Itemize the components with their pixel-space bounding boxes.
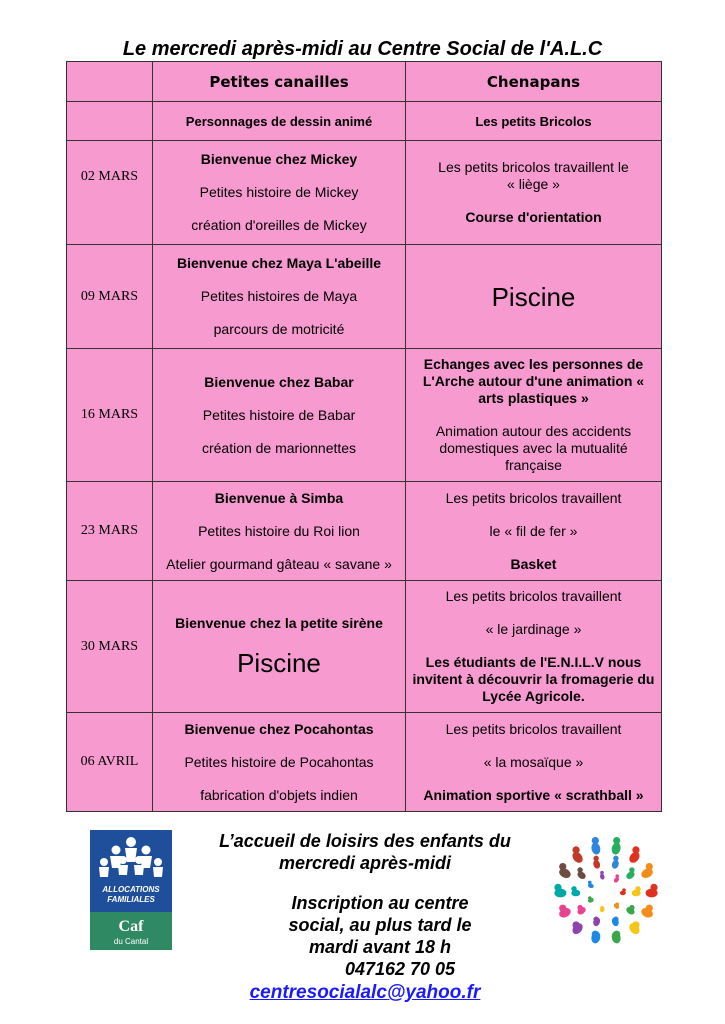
figure-body (611, 859, 620, 870)
activity-cell-chenapans (406, 141, 662, 245)
activity-title: Bienvenue chez Pocahontas (184, 720, 374, 737)
activity-line: Les petits bricolos travaillent (445, 588, 622, 604)
caf-logo-line2: FAMILIALES (107, 895, 155, 904)
activity-line: « liège » (507, 176, 560, 192)
footer-phone: 047162 70 05 (344, 959, 456, 979)
caf-logo-sub: du Cantal (113, 937, 149, 946)
activity-cell-chenapans (406, 713, 662, 812)
email-link[interactable]: centresocialalc@yahoo.fr (249, 982, 481, 1003)
table-row (67, 713, 662, 812)
activity-line: Petites histoires de Maya (200, 288, 358, 304)
activity-cell-chenapans (406, 349, 662, 482)
figure-body (590, 842, 601, 856)
footer-line-1: L’accueil de loisirs des enfants du (219, 831, 511, 851)
activity-line: Animation sportive « scrathball » (423, 786, 644, 803)
caf-logo-brand: Caf (118, 918, 144, 935)
activity-line: Course d'orientation (465, 209, 602, 225)
activity-line: création d'oreilles de Mickey (191, 217, 367, 233)
theme-row (67, 102, 662, 141)
activity-cell-chenapans (406, 482, 662, 581)
activity-line: Les petits bricolos travaillent le (438, 159, 629, 175)
figure-body (599, 906, 605, 913)
activity-line: Petites histoire du Roi lion (198, 522, 360, 539)
activity-title: Bienvenue chez Maya L'abeille (176, 255, 382, 271)
activity-title: Bienvenue chez Babar (204, 373, 354, 390)
activity-line: Petites histoire de Pocahontas (184, 753, 374, 770)
figure-body (571, 890, 580, 897)
footer-line-3: Inscription au centre (291, 893, 469, 913)
activity-line: le « fil de fer » (489, 522, 578, 539)
schedule-table (66, 61, 662, 812)
table-row (67, 581, 662, 713)
group-header-petites-canailles: Petites canailles (153, 62, 406, 102)
children-ring-graphic (545, 832, 667, 954)
activity-line: « la mosaïque » (483, 753, 584, 770)
activity-line: Atelier gourmand gâteau « savane » (166, 555, 392, 572)
activity-line: Les petits bricolos travaillent (445, 489, 622, 506)
caf-logo-line1: ALLOCATIONS (102, 885, 160, 894)
activity-title: Bienvenue chez Mickey (200, 151, 358, 167)
figure-body (554, 889, 566, 898)
figure-body (646, 889, 658, 898)
date-cell: 02 MARS (67, 141, 153, 245)
activity-cell-canailles (153, 581, 406, 713)
page-title: Le mercredi après-midi au Centre Social de l'A.L.C (122, 38, 603, 60)
footer-line-2: mercredi après-midi (278, 853, 452, 873)
activity-line: Les étudiants de l'E.N.I.L.V nous invitent à découvrir la fromagerie du Lycée Agricole. (412, 654, 655, 704)
date-cell: 23 MARS (67, 482, 153, 581)
figure-body (611, 931, 622, 945)
table-row (67, 141, 662, 245)
figure-body (632, 890, 641, 897)
activity-line: Animation autour des accidents domestiques avec la mutualité française (435, 423, 632, 473)
activity-piscine: Piscine (491, 281, 576, 312)
footer-line-5: mardi avant 18 h (308, 937, 452, 957)
activity-line: fabrication d'objets indien (200, 786, 358, 803)
caf-logo-graphic (90, 830, 172, 950)
date-cell: 09 MARS (67, 245, 153, 349)
activity-cell-canailles (153, 245, 406, 349)
activity-line: Petites histoire de Babar (202, 406, 356, 423)
footer-line-4: social, au plus tard le (288, 915, 472, 935)
activity-piscine: Piscine (237, 648, 321, 678)
figure-body (611, 842, 622, 856)
empty-corner-cell (67, 62, 153, 102)
figure-body (590, 931, 601, 945)
table-row (67, 482, 662, 581)
children-ring-illustration (545, 832, 667, 954)
date-cell: 30 MARS (67, 581, 153, 713)
activity-line: création de marionnettes (201, 439, 357, 456)
date-cell: 06 AVRIL (67, 713, 153, 812)
empty-corner-cell (67, 102, 153, 141)
group-header-row (67, 62, 662, 102)
activity-cell-canailles (153, 349, 406, 482)
figure-body (611, 916, 620, 927)
activity-line: parcours de motricité (213, 321, 345, 337)
activity-cell-canailles (153, 141, 406, 245)
activity-cell-canailles (153, 482, 406, 581)
figure-body (592, 916, 601, 927)
activity-line: Basket (510, 555, 557, 572)
activity-title: Bienvenue chez la petite sirène (175, 615, 383, 631)
group-header-chenapans: Chenapans (406, 62, 662, 102)
theme-chenapans: Les petits Bricolos (406, 102, 662, 141)
theme-petites-canailles: Personnages de dessin animé (153, 102, 406, 141)
table-row (67, 245, 662, 349)
table-row (67, 349, 662, 482)
activity-cell-chenapans (406, 581, 662, 713)
activity-line: Les petits bricolos travaillent (445, 720, 622, 737)
activity-cell-chenapans (406, 245, 662, 349)
activity-line: « le jardinage » (485, 621, 582, 637)
activity-cell-canailles (153, 713, 406, 812)
figure-body (592, 859, 601, 870)
caf-logo (90, 830, 172, 950)
figure-body (599, 873, 605, 880)
activity-line: Petites histoire de Mickey (199, 184, 359, 200)
figure-body (620, 891, 626, 895)
activity-line: Echanges avec les personnes de L'Arche autour d'une animation « arts plastiques » (422, 356, 645, 406)
activity-title: Bienvenue à Simba (214, 489, 344, 506)
date-cell: 16 MARS (67, 349, 153, 482)
